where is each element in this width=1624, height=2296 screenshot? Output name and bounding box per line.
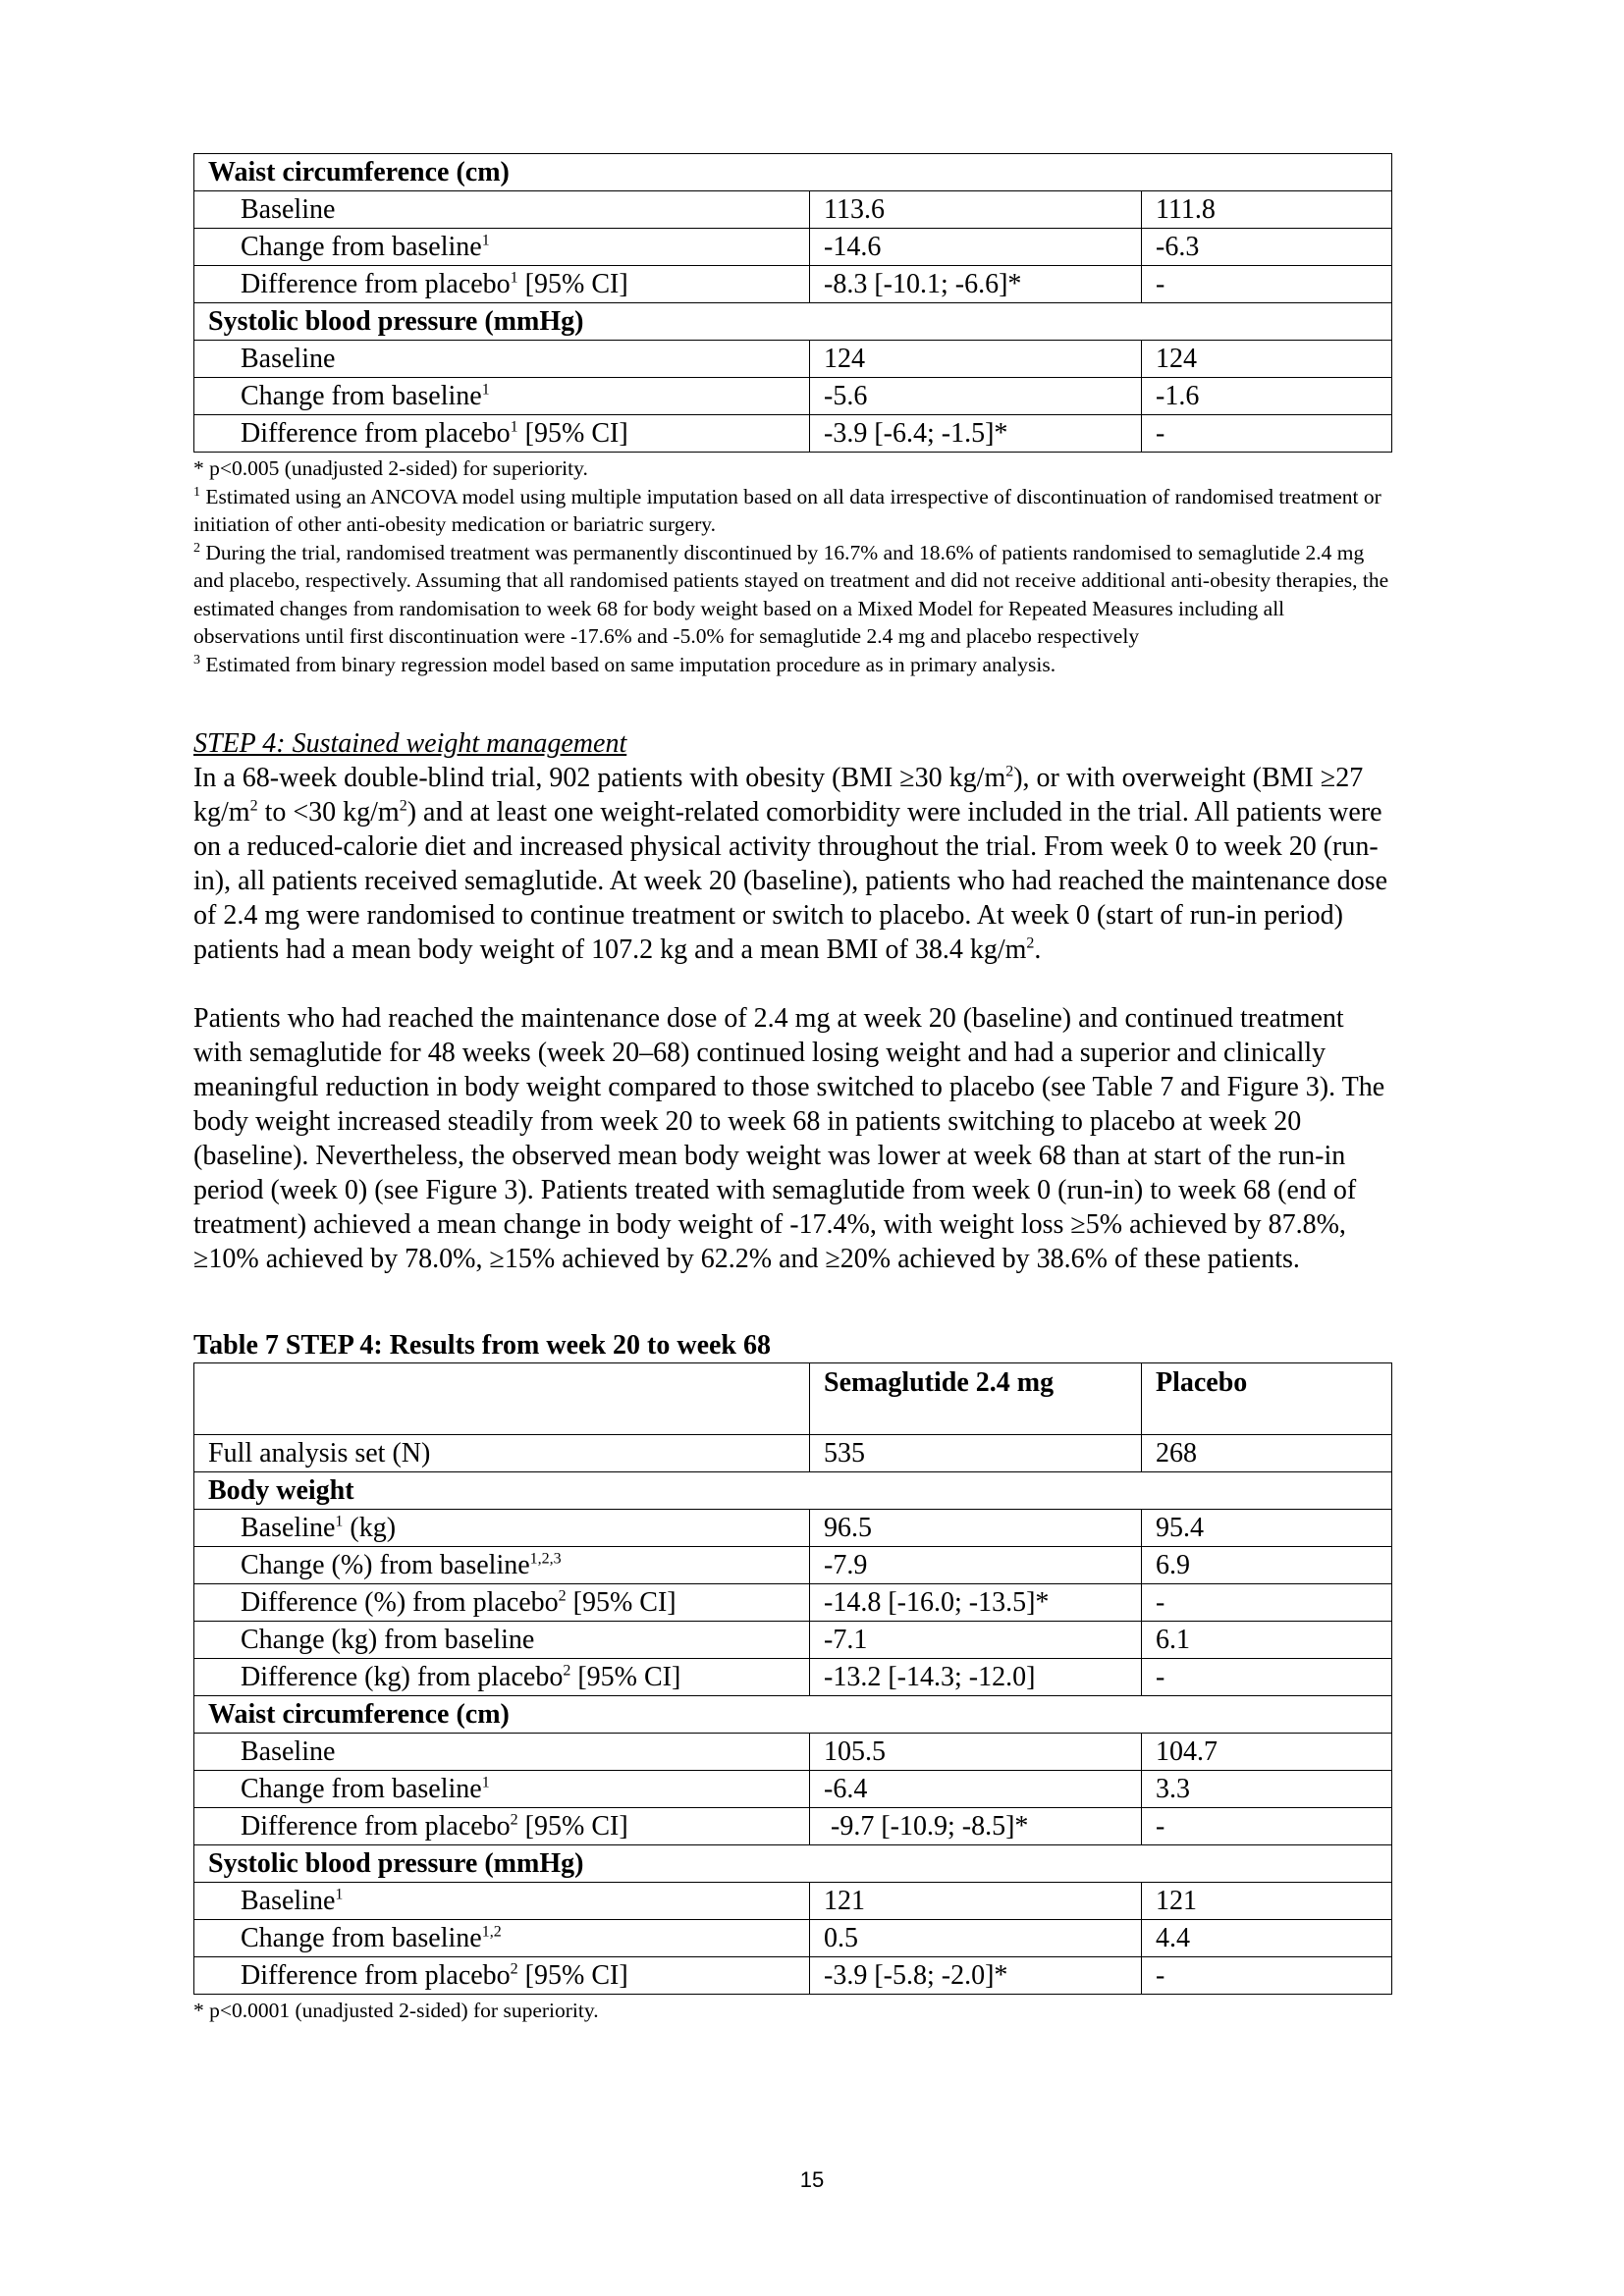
row-label bbox=[194, 378, 810, 415]
row-label-text: Change from baseline bbox=[241, 381, 482, 411]
row-label-text: Baseline bbox=[241, 194, 336, 225]
row-label-text: Difference (%) from placebo bbox=[241, 1587, 559, 1618]
cell-semaglutide: -6.4 bbox=[810, 1771, 1142, 1808]
row-label bbox=[194, 1659, 810, 1696]
cell-placebo: -6.3 bbox=[1142, 229, 1392, 266]
footnote-ref: 2 bbox=[563, 1662, 571, 1680]
footnote-ref: 1 bbox=[481, 232, 490, 249]
cell-semaglutide: -7.9 bbox=[810, 1547, 1142, 1584]
table-6-continued bbox=[193, 153, 1392, 453]
footnote bbox=[193, 483, 1391, 539]
superscript: 2 bbox=[399, 797, 407, 815]
section-row bbox=[194, 1696, 1392, 1734]
row-label-text: Baseline bbox=[241, 1886, 336, 1916]
header-cell-placebo: Placebo bbox=[1142, 1363, 1392, 1435]
row-label-text: Change from baseline bbox=[241, 1923, 482, 1953]
row-label-text: Difference from placebo bbox=[241, 1960, 511, 1991]
header-cell-semaglutide: Semaglutide 2.4 mg bbox=[810, 1363, 1142, 1435]
row-label bbox=[194, 1622, 810, 1659]
footnote-text: Estimated using an ANCOVA model using multiple imputation based on all data irrespective of discontinuation of randomised treatment or initiation of other anti-obesity medication or bariatric surgery. bbox=[193, 484, 1381, 536]
row-label bbox=[194, 1957, 810, 1995]
table-row bbox=[194, 191, 1392, 229]
row-label-text: Difference from placebo bbox=[241, 418, 511, 449]
footnote-number: 2 bbox=[193, 540, 200, 556]
page-number: 15 bbox=[799, 2167, 825, 2192]
footnote bbox=[193, 539, 1391, 651]
superscript: 2 bbox=[1005, 763, 1014, 780]
footnote-ref: 1,2,3 bbox=[529, 1550, 562, 1568]
cell-placebo: 121 bbox=[1142, 1883, 1392, 1920]
section-title: Body weight bbox=[194, 1472, 1392, 1510]
row-label-text: Difference (kg) from placebo bbox=[241, 1662, 564, 1692]
row-label bbox=[194, 266, 810, 303]
cell-placebo: 104.7 bbox=[1142, 1734, 1392, 1771]
footnote-ref: 2 bbox=[558, 1587, 567, 1605]
table-7-caption: Table 7 STEP 4: Results from week 20 to week 68 bbox=[193, 1330, 771, 1361]
cell-semaglutide: 113.6 bbox=[810, 191, 1142, 229]
table-row bbox=[194, 229, 1392, 266]
row-label-suffix: [95% CI] bbox=[517, 418, 628, 449]
superscript: 2 bbox=[1026, 934, 1035, 952]
row-label-text: Baseline bbox=[241, 1736, 336, 1767]
text-run: ), or with overweight (BMI ≥27 kg/m bbox=[193, 763, 1364, 828]
text-run: . bbox=[1034, 934, 1042, 965]
cell-semaglutide: -8.3 [-10.1; -6.6]* bbox=[810, 266, 1142, 303]
table-row bbox=[194, 266, 1392, 303]
row-label-suffix: [95% CI] bbox=[517, 1811, 628, 1842]
row-label-text: Difference from placebo bbox=[241, 269, 511, 299]
table-row bbox=[194, 1734, 1392, 1771]
cell-semaglutide: 121 bbox=[810, 1883, 1142, 1920]
table-7-footnote: * p<0.0001 (unadjusted 2-sided) for superiority. bbox=[193, 1999, 599, 2022]
row-label bbox=[194, 1808, 810, 1845]
table-7 bbox=[193, 1362, 1392, 1995]
cell-semaglutide: 96.5 bbox=[810, 1510, 1142, 1547]
row-label-suffix: [95% CI] bbox=[566, 1587, 677, 1618]
row-label bbox=[194, 1510, 810, 1547]
table-row bbox=[194, 415, 1392, 453]
row-label bbox=[194, 1771, 810, 1808]
table-row bbox=[194, 1510, 1392, 1547]
footnote bbox=[193, 454, 1391, 483]
text-run: to <30 kg/m bbox=[257, 797, 400, 828]
table-row bbox=[194, 341, 1392, 378]
row-label-text: Change (%) from baseline bbox=[241, 1550, 530, 1580]
cell-semaglutide: -13.2 [-14.3; -12.0] bbox=[810, 1659, 1142, 1696]
cell-semaglutide: -14.6 bbox=[810, 229, 1142, 266]
row-label bbox=[194, 1883, 810, 1920]
row-label bbox=[194, 341, 810, 378]
text-run: In a 68-week double-blind trial, 902 patients with obesity (BMI ≥30 kg/m bbox=[193, 763, 1006, 793]
footnote-ref: 1,2 bbox=[481, 1923, 502, 1941]
step4-paragraph-1 bbox=[193, 761, 1391, 967]
header-cell-label bbox=[194, 1363, 810, 1435]
footnote bbox=[193, 651, 1391, 679]
cell-placebo: - bbox=[1142, 1659, 1392, 1696]
footnote-ref: 1 bbox=[335, 1886, 344, 1903]
row-label bbox=[194, 1547, 810, 1584]
cell-placebo: 124 bbox=[1142, 341, 1392, 378]
cell-placebo: - bbox=[1142, 266, 1392, 303]
cell-semaglutide: 535 bbox=[810, 1435, 1142, 1472]
footnote-ref: 1 bbox=[481, 381, 490, 399]
document-page bbox=[193, 153, 1391, 2025]
table-row bbox=[194, 1957, 1392, 1995]
footnote-number: 1 bbox=[193, 484, 200, 500]
section-row bbox=[194, 154, 1392, 191]
footnote-ref: 1 bbox=[510, 418, 518, 436]
row-label bbox=[194, 1435, 810, 1472]
cell-placebo: -1.6 bbox=[1142, 378, 1392, 415]
cell-semaglutide: -9.7 [-10.9; -8.5]* bbox=[810, 1808, 1142, 1845]
section-row bbox=[194, 1845, 1392, 1883]
row-label-text: Change (kg) from baseline bbox=[241, 1625, 535, 1655]
cell-placebo: 111.8 bbox=[1142, 191, 1392, 229]
section-title: Waist circumference (cm) bbox=[194, 1696, 1392, 1734]
cell-placebo: 268 bbox=[1142, 1435, 1392, 1472]
footnote-text: During the trial, randomised treatment was permanently discontinued by 16.7% and 18.6% of patients randomised to semaglutide 2.4 mg and placebo, respectively. Assuming that all randomised patients stayed on treatment and did not receive additional anti-obesity therapies, the estimated changes from randomisation to week 68 for body weight based on a Mixed Model for Repeated Measures including all observations until first discontinuation were -17.6% and -5.0% for semaglutide 2.4 mg and placebo respectively bbox=[193, 540, 1389, 648]
row-label-suffix: [95% CI] bbox=[517, 1960, 628, 1991]
section-title: Systolic blood pressure (mmHg) bbox=[194, 1845, 1392, 1883]
row-label-suffix: (kg) bbox=[343, 1513, 397, 1543]
cell-placebo: 4.4 bbox=[1142, 1920, 1392, 1957]
footnote-number: 3 bbox=[193, 652, 200, 667]
footnote-ref: 1 bbox=[481, 1774, 490, 1791]
cell-placebo: - bbox=[1142, 415, 1392, 453]
table-7-body bbox=[194, 1363, 1392, 1995]
section-row bbox=[194, 303, 1392, 341]
footnote-text: Estimated from binary regression model based on same imputation procedure as in primary analysis. bbox=[200, 652, 1056, 676]
cell-semaglutide: 0.5 bbox=[810, 1920, 1142, 1957]
table-row bbox=[194, 1920, 1392, 1957]
cell-placebo: - bbox=[1142, 1957, 1392, 1995]
table-row bbox=[194, 1659, 1392, 1696]
table-row bbox=[194, 1435, 1392, 1472]
row-label bbox=[194, 1734, 810, 1771]
row-label-text: Baseline bbox=[241, 1513, 336, 1543]
row-label-suffix: [95% CI] bbox=[570, 1662, 681, 1692]
cell-semaglutide: -14.8 [-16.0; -13.5]* bbox=[810, 1584, 1142, 1622]
cell-placebo: 95.4 bbox=[1142, 1510, 1392, 1547]
cell-semaglutide: -3.9 [-5.8; -2.0]* bbox=[810, 1957, 1142, 1995]
table-row bbox=[194, 1584, 1392, 1622]
superscript: 2 bbox=[249, 797, 258, 815]
row-label bbox=[194, 229, 810, 266]
cell-semaglutide: 105.5 bbox=[810, 1734, 1142, 1771]
table-row bbox=[194, 1771, 1392, 1808]
cell-semaglutide: -3.9 [-6.4; -1.5]* bbox=[810, 415, 1142, 453]
row-label-text: Full analysis set (N) bbox=[208, 1438, 431, 1468]
cell-placebo: 6.1 bbox=[1142, 1622, 1392, 1659]
row-label-suffix: [95% CI] bbox=[517, 269, 628, 299]
row-label-text: Change from baseline bbox=[241, 232, 482, 262]
row-label-text: Change from baseline bbox=[241, 1774, 482, 1804]
section-title: Systolic blood pressure (mmHg) bbox=[194, 303, 1392, 341]
table-row bbox=[194, 1547, 1392, 1584]
footnote-ref: 1 bbox=[510, 269, 518, 287]
cell-placebo: - bbox=[1142, 1808, 1392, 1845]
row-label bbox=[194, 415, 810, 453]
cell-semaglutide: 124 bbox=[810, 341, 1142, 378]
cell-placebo: 3.3 bbox=[1142, 1771, 1392, 1808]
footnote-ref: 2 bbox=[510, 1811, 518, 1829]
footnote-text: * p<0.005 (unadjusted 2-sided) for superiority. bbox=[193, 456, 588, 480]
row-label-text: Baseline bbox=[241, 344, 336, 374]
footnote-ref: 1 bbox=[335, 1513, 344, 1530]
footnote-ref: 2 bbox=[510, 1960, 518, 1978]
table-row bbox=[194, 1883, 1392, 1920]
cell-semaglutide: -7.1 bbox=[810, 1622, 1142, 1659]
table-row bbox=[194, 1622, 1392, 1659]
table-6-footnotes bbox=[193, 454, 1391, 678]
table-row bbox=[194, 1808, 1392, 1845]
text-run: ) and at least one weight-related comorbidity were included in the trial. All patients were on a reduced-calorie diet and increased physical activity throughout the trial. From week 0 to week 20 (run-in), all patients received semaglutide. At week 20 (baseline), patients who had reached the maintenance dose of 2.4 mg were randomised to continue treatment or switch to placebo. At week 0 (start of run-in period) patients had a mean body weight of 107.2 kg and a mean BMI of 38.4 kg/m bbox=[193, 797, 1387, 965]
row-label bbox=[194, 191, 810, 229]
cell-placebo: 6.9 bbox=[1142, 1547, 1392, 1584]
cell-placebo: - bbox=[1142, 1584, 1392, 1622]
table-row bbox=[194, 378, 1392, 415]
row-label-text: Difference from placebo bbox=[241, 1811, 511, 1842]
table-header-row bbox=[194, 1363, 1392, 1435]
step4-paragraph-2: Patients who had reached the maintenance dose of 2.4 mg at week 20 (baseline) and continued treatment with semaglutide for 48 weeks (week 20–68) continued losing weight and had a superior and clinically meaningful reduction in body weight compared to those switched to placebo (see Table 7 and Figure 3). The body weight increased steadily from week 20 to week 68 in patients switching to placebo at week 20 (baseline). Nevertheless, the observed mean body weight was lower at week 68 than at start of the run-in period (week 0) (see Figure 3). Patients treated with semaglutide from week 0 (run-in) to week 68 (end of treatment) achieved a mean change in body weight of -17.4%, with weight loss ≥5% achieved by 87.8%, ≥10% achieved by 78.0%, ≥15% achieved by 62.2% and ≥20% achieved by 38.6% of these patients. bbox=[193, 1003, 1385, 1274]
section-row bbox=[194, 1472, 1392, 1510]
row-label bbox=[194, 1584, 810, 1622]
row-label bbox=[194, 1920, 810, 1957]
section-title: Waist circumference (cm) bbox=[194, 154, 1392, 191]
section-heading-step4: STEP 4: Sustained weight management bbox=[193, 728, 627, 759]
table-6-body bbox=[194, 154, 1392, 453]
cell-semaglutide: -5.6 bbox=[810, 378, 1142, 415]
